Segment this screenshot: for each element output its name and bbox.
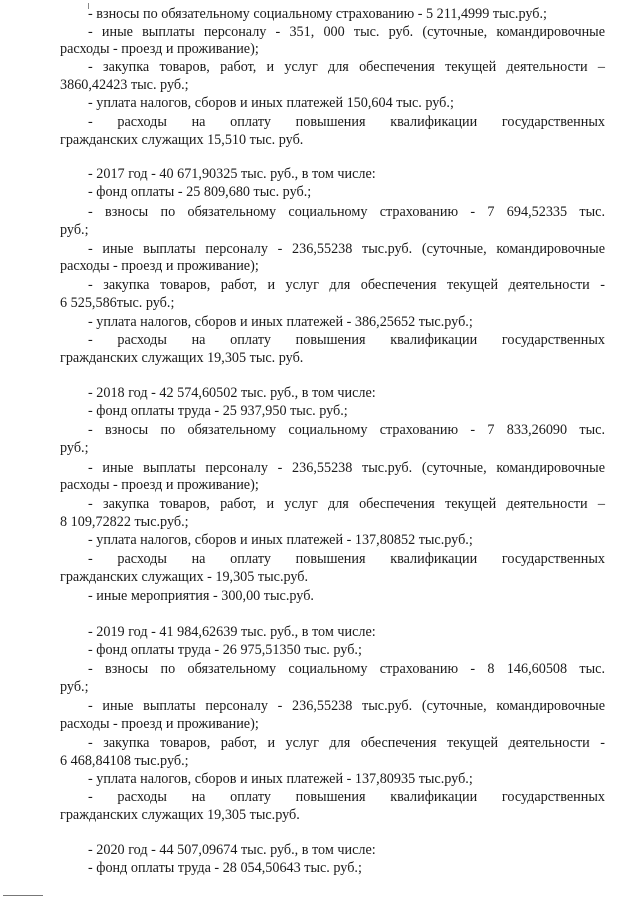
text-line: 8 109,72822 тыс.руб.;	[60, 514, 189, 530]
text-line: 3860,42423 тыс. руб.;	[60, 77, 189, 93]
text-line: - расходы на оплату повышения квалификации государственных	[88, 114, 605, 130]
text-line: - расходы на оплату повышения квалификации государственных	[88, 332, 605, 348]
page-edge-rule	[3, 895, 43, 896]
text-line: - взносы по обязательному социальному страхованию - 7 833,26090 тыс.	[88, 422, 605, 438]
text-line: - закупка товаров, работ, и услуг для обеспечения текущей деятельности –	[88, 496, 605, 512]
text-line: руб.;	[60, 222, 89, 238]
text-line: - фонд оплаты труда - 25 937,950 тыс. руб.;	[88, 403, 348, 419]
text-line: расходы - проезд и проживание);	[60, 477, 259, 493]
text-line: гражданских служащих - 19,305 тыс.руб.	[60, 569, 309, 585]
text-line: - уплата налогов, сборов и иных платежей 150,604 тыс. руб.;	[88, 95, 454, 111]
text-line: расходы - проезд и проживание);	[60, 258, 259, 274]
text-line: - 2019 год - 41 984,62639 тыс. руб., в том числе:	[88, 624, 376, 640]
text-line: - уплата налогов, сборов и иных платежей - 137,80852 тыс.руб.;	[88, 532, 473, 548]
text-line: - закупка товаров, работ, и услуг для обеспечения текущей деятельности –	[88, 59, 605, 75]
text-line: - 2018 год - 42 574,60502 тыс. руб., в том числе:	[88, 385, 376, 401]
text-line: - 2020 год - 44 507,09674 тыс. руб., в том числе:	[88, 842, 376, 858]
text-line: - фонд оплаты труда - 28 054,50643 тыс. руб.;	[88, 860, 362, 876]
text-line: - 2017 год - 40 671,90325 тыс. руб., в том числе:	[88, 166, 376, 182]
text-line: - взносы по обязательному социальному страхованию - 8 146,60508 тыс.	[88, 661, 605, 677]
text-line: - иные выплаты персоналу - 351, 000 тыс. руб. (суточные, командировочные	[88, 24, 605, 40]
text-line: гражданских служащих 19,305 тыс. руб.	[60, 350, 304, 366]
text-line: - фонд оплаты - 25 809,680 тыс. руб.;	[88, 184, 312, 200]
text-line: - закупка товаров, работ, и услуг для обеспечения текущей деятельности -	[88, 735, 605, 751]
text-line: - уплата налогов, сборов и иных платежей - 137,80935 тыс.руб.;	[88, 771, 473, 787]
text-line: - закупка товаров, работ, и услуг для обеспечения текущей деятельности -	[88, 277, 605, 293]
text-line: гражданских служащих 15,510 тыс. руб.	[60, 132, 304, 148]
text-line: расходы - проезд и проживание);	[60, 41, 259, 57]
text-line: - иные мероприятия - 300,00 тыс.руб.	[88, 588, 314, 604]
text-line: - взносы по обязательному социальному страхованию - 7 694,52335 тыс.	[88, 204, 605, 220]
text-line: - фонд оплаты труда - 26 975,51350 тыс. руб.;	[88, 642, 362, 658]
text-line: - иные выплаты персоналу - 236,55238 тыс.руб. (суточные, командировочные	[88, 698, 605, 714]
text-line: руб.;	[60, 440, 89, 456]
text-line: 6 525,586тыс. руб.;	[60, 295, 175, 311]
text-line: расходы - проезд и проживание);	[60, 716, 259, 732]
text-line: 6 468,84108 тыс.руб.;	[60, 753, 189, 769]
text-line: - расходы на оплату повышения квалификации государственных	[88, 789, 605, 805]
text-line: гражданских служащих 19,305 тыс.руб.	[60, 807, 300, 823]
text-line: - взносы по обязательному социальному страхованию - 5 211,4999 тыс.руб.;	[88, 6, 547, 22]
text-line: - иные выплаты персоналу - 236,55238 тыс.руб. (суточные, командировочные	[88, 241, 605, 257]
text-line: - иные выплаты персоналу - 236,55238 тыс.руб. (суточные, командировочные	[88, 460, 605, 476]
text-line: руб.;	[60, 679, 89, 695]
text-line: - расходы на оплату повышения квалификации государственных	[88, 551, 605, 567]
text-line: - уплата налогов, сборов и иных платежей - 386,25652 тыс.руб.;	[88, 314, 473, 330]
